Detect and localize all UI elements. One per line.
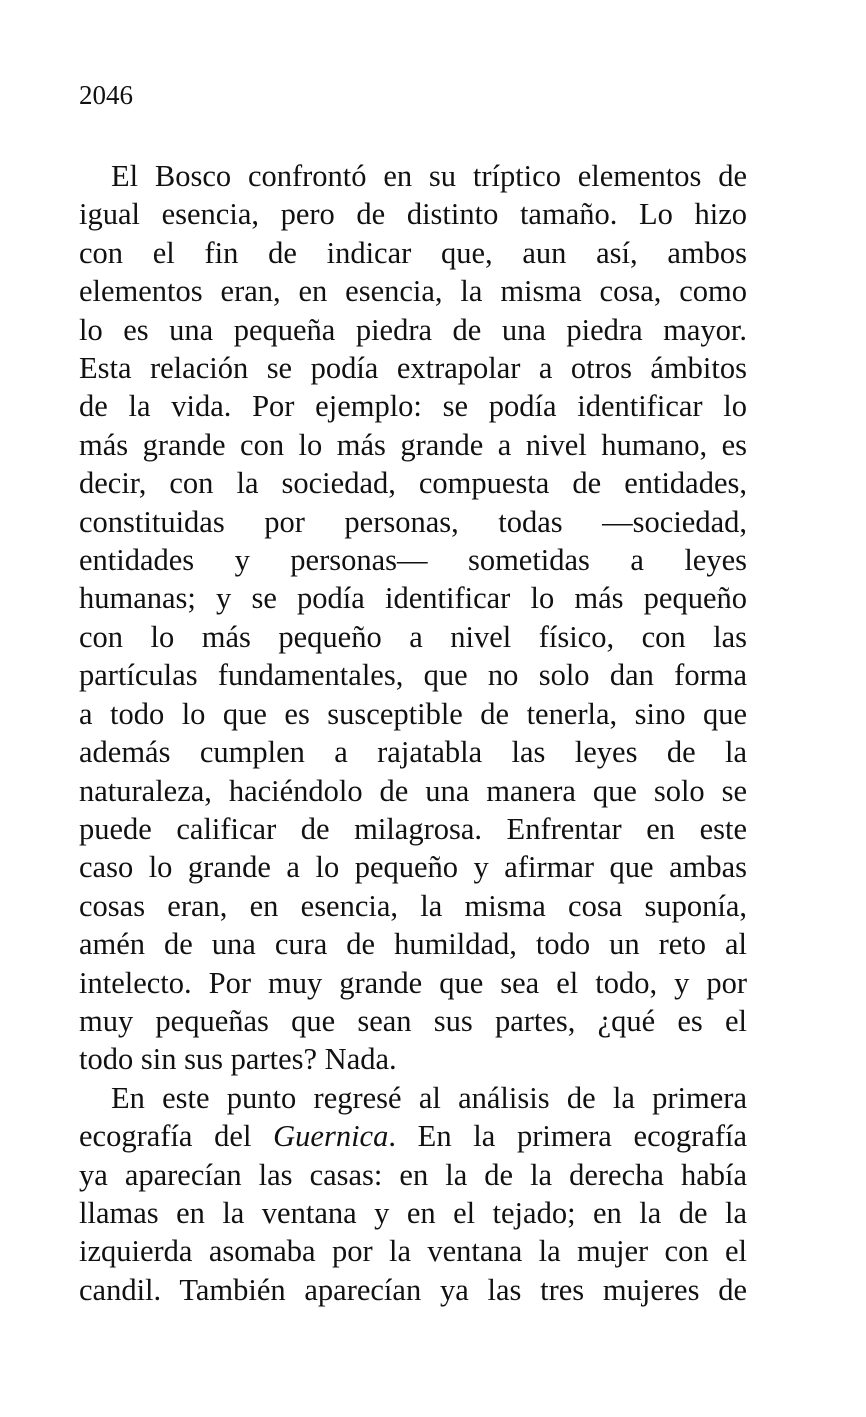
paragraph-1-line-17: naturaleza, haciéndolo de una manera que solo se — [79, 773, 747, 808]
paragraph-1-line-19: caso lo grande a lo pequeño y afirmar que ambas — [79, 850, 747, 885]
paragraph-1-line-14: partículas fundamentales, que no solo dan forma — [79, 658, 747, 693]
paragraph-1-line-4: elementos eran, en esencia, la misma cosa, como — [79, 274, 747, 309]
paragraph-1-line-15: a todo lo que es susceptible de tenerla, sino que — [79, 696, 747, 731]
paragraph-1-line-22: intelecto. Por muy grande que sea el todo, y por — [79, 965, 747, 1000]
artwork-title: Guernica — [273, 1119, 389, 1154]
body-text — [79, 157, 747, 1309]
paragraph-1-line-21: amén de una cura de humildad, todo un reto al — [79, 927, 747, 962]
paragraph-2-line-4: llamas en la ventana y en el tejado; en la de la — [79, 1195, 747, 1230]
paragraph-1-line-9: decir, con la sociedad, compuesta de entidades, — [79, 466, 747, 501]
paragraph-2-line-5: izquierda asomaba por la ventana la mujer con el — [79, 1234, 747, 1269]
paragraph-1-line-12: humanas; y se podía identificar lo más pequeño — [79, 581, 747, 616]
paragraph-1-line-6: Esta relación se podía extrapolar a otros ámbitos — [79, 351, 747, 386]
paragraph-2-line-1: En este punto regresé al análisis de la primera — [111, 1080, 747, 1115]
paragraph-1 — [79, 157, 747, 1079]
paragraph-1-line-23: muy pequeñas que sean sus partes, ¿qué es el — [79, 1003, 747, 1038]
paragraph-1-line-10: constituidas por personas, todas —sociedad, — [79, 504, 747, 539]
paragraph-1-line-11: entidades y personas— sometidas a leyes — [79, 543, 747, 578]
page-number: 2046 — [79, 80, 133, 110]
paragraph-1-line-8: más grande con lo más grande a nivel humano, es — [79, 427, 747, 462]
paragraph-1-line-1: El Bosco confrontó en su tríptico elementos de — [111, 159, 747, 193]
paragraph-1-line-13: con lo más pequeño a nivel físico, con las — [79, 619, 747, 654]
paragraph-1-line-24: todo sin sus partes? Nada. — [79, 1042, 397, 1077]
paragraph-2-line-2-text-after: . En la primera ecografía — [388, 1119, 747, 1154]
paragraph-1-line-7: de la vida. Por ejemplo: se podía identificar lo — [79, 389, 747, 424]
paragraph-1-line-3: con el fin de indicar que, aun así, ambos — [79, 235, 747, 270]
paragraph-1-line-2: igual esencia, pero de distinto tamaño. Lo hizo — [79, 197, 747, 232]
paragraph-2-line-2 — [79, 1117, 747, 1155]
paragraph-1-line-16: además cumplen a rajatabla las leyes de la — [79, 735, 747, 770]
paragraph-2-line-3: ya aparecían las casas: en la de la derecha había — [79, 1157, 747, 1192]
paragraph-2-line-2-text-before: ecografía del — [79, 1119, 274, 1154]
paragraph-2 — [79, 1079, 747, 1309]
paragraph-1-line-5: lo es una pequeña piedra de una piedra mayor. — [79, 312, 747, 347]
paragraph-1-line-20: cosas eran, en esencia, la misma cosa suponía, — [79, 888, 747, 923]
paragraph-1-line-18: puede calificar de milagrosa. Enfrentar en este — [79, 811, 747, 846]
paragraph-2-line-6: candil. También aparecían ya las tres mujeres de — [79, 1272, 747, 1307]
